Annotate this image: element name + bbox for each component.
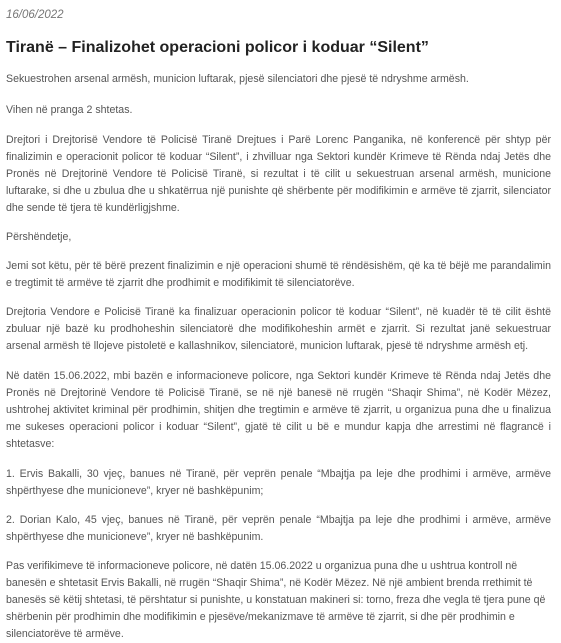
article-paragraph: Jemi sot këtu, për të bërë prezent finalizimin e një operacioni shumë të rëndësishëm, që ka të bëjë me parandalimin e tregtimit të armëve të zjarrit dhe prodhimit e modifikimit të silenciatorëve. [6, 260, 551, 289]
article-paragraph: Drejtori i Drejtorisë Vendore të Policisë Tiranë Drejtues i Parë Lorenc Panganika, në konferencë për shtyp për finalizimin e operacionit policor të koduar “Silent”, i zhvilluar nga Sektori kundër Krimeve të Rënda ndaj Jetës dhe Pronës në Drejtorinë Vendore të Policisë Tiranë, si rezultat i të cilit u sekuestruan arsenal armësh, municione luftarake, si dhe u zbulua dhe u shkatërrua një punishte që shërbente për modifikimin e armëve të zjarrit, silenciator dhe sende të tjera të kundërligjshme. [6, 134, 551, 214]
article-paragraph: Vihen në pranga 2 shtetas. [6, 104, 133, 116]
article-paragraph: Drejtoria Vendore e Policisë Tiranë ka finalizuar operacionin policor të koduar “Silent”, në kuadër të të cilit është zbuluar një bazë ku prodhoheshin silenciatorë dhe modifikoheshin armët e zjarrit. Si rezultat janë sekuestruar arsenal armësh të llojeve pistoletë e kallashnikov, silenciatorë, municion luftarak, pjesë të ndryshme armësh etj. [6, 306, 551, 352]
article-paragraph: 2. Dorian Kalo, 45 vjeç, banues në Tiranë, për veprën penale “Mbajtja pa leje dhe prodhimi i armëve, armëve shpërthyese dhe municioneve”, kryer në bashkëpunim. [6, 514, 551, 543]
article-paragraph: Në datën 15.06.2022, mbi bazën e informacioneve policore, nga Sektori kundër Krimeve të Rënda ndaj Jetës dhe Pronës në Drejtorinë Vendore të Policisë Tiranë, se në një banesë në rrugën “Shaqir Shima”, në Kodër Mëzez, ushtrohej aktivitet kriminal për prodhimin, shitjen dhe tregtimin e armëve të zjarrit, u organizua puna dhe u finalizua me sukeses operacioni policor i koduar “Silent”, gjatë të cilit u bë e mundur kapja dhe arrestimi në flagrancë i shtetasve: [6, 370, 551, 450]
article-paragraph: Sekuestrohen arsenal armësh, municion luftarak, pjesë silenciatori dhe pjesë të ndryshme armësh. [6, 73, 469, 85]
article-paragraph: Pas verifikimeve të informacioneve policore, në datën 15.06.2022 u organizua puna dhe u ushtrua kontroll në banesën e shtetasit Ervis Bakalli, në rrugën “Shaqir Shima”, në Kodër Mëzez. Në një ambient brenda rrethimit të banesës së këtij shtetasi, të përshtatur si punishte, u konstatuan makineri si: torno, freza dhe vegla të tjera pune që shërbenin për prodhimin dhe modifikimin e pjesëve/mekanizmave të armëve të zjarrit, si dhe për prodhimin e silenciatorëve të armëve. [6, 560, 546, 640]
publish-date: 16/06/2022 [6, 9, 64, 21]
article-paragraph: 1. Ervis Bakalli, 30 vjeç, banues në Tiranë, për veprën penale “Mbajtja pa leje dhe prodhimi i armëve, armëve shpërthyese dhe municioneve”, kryer në bashkëpunim; [6, 468, 551, 497]
article-title: Tiranë – Finalizohet operacioni policor i koduar “Silent” [6, 39, 429, 56]
article-paragraph: Përshëndetje, [6, 231, 72, 243]
